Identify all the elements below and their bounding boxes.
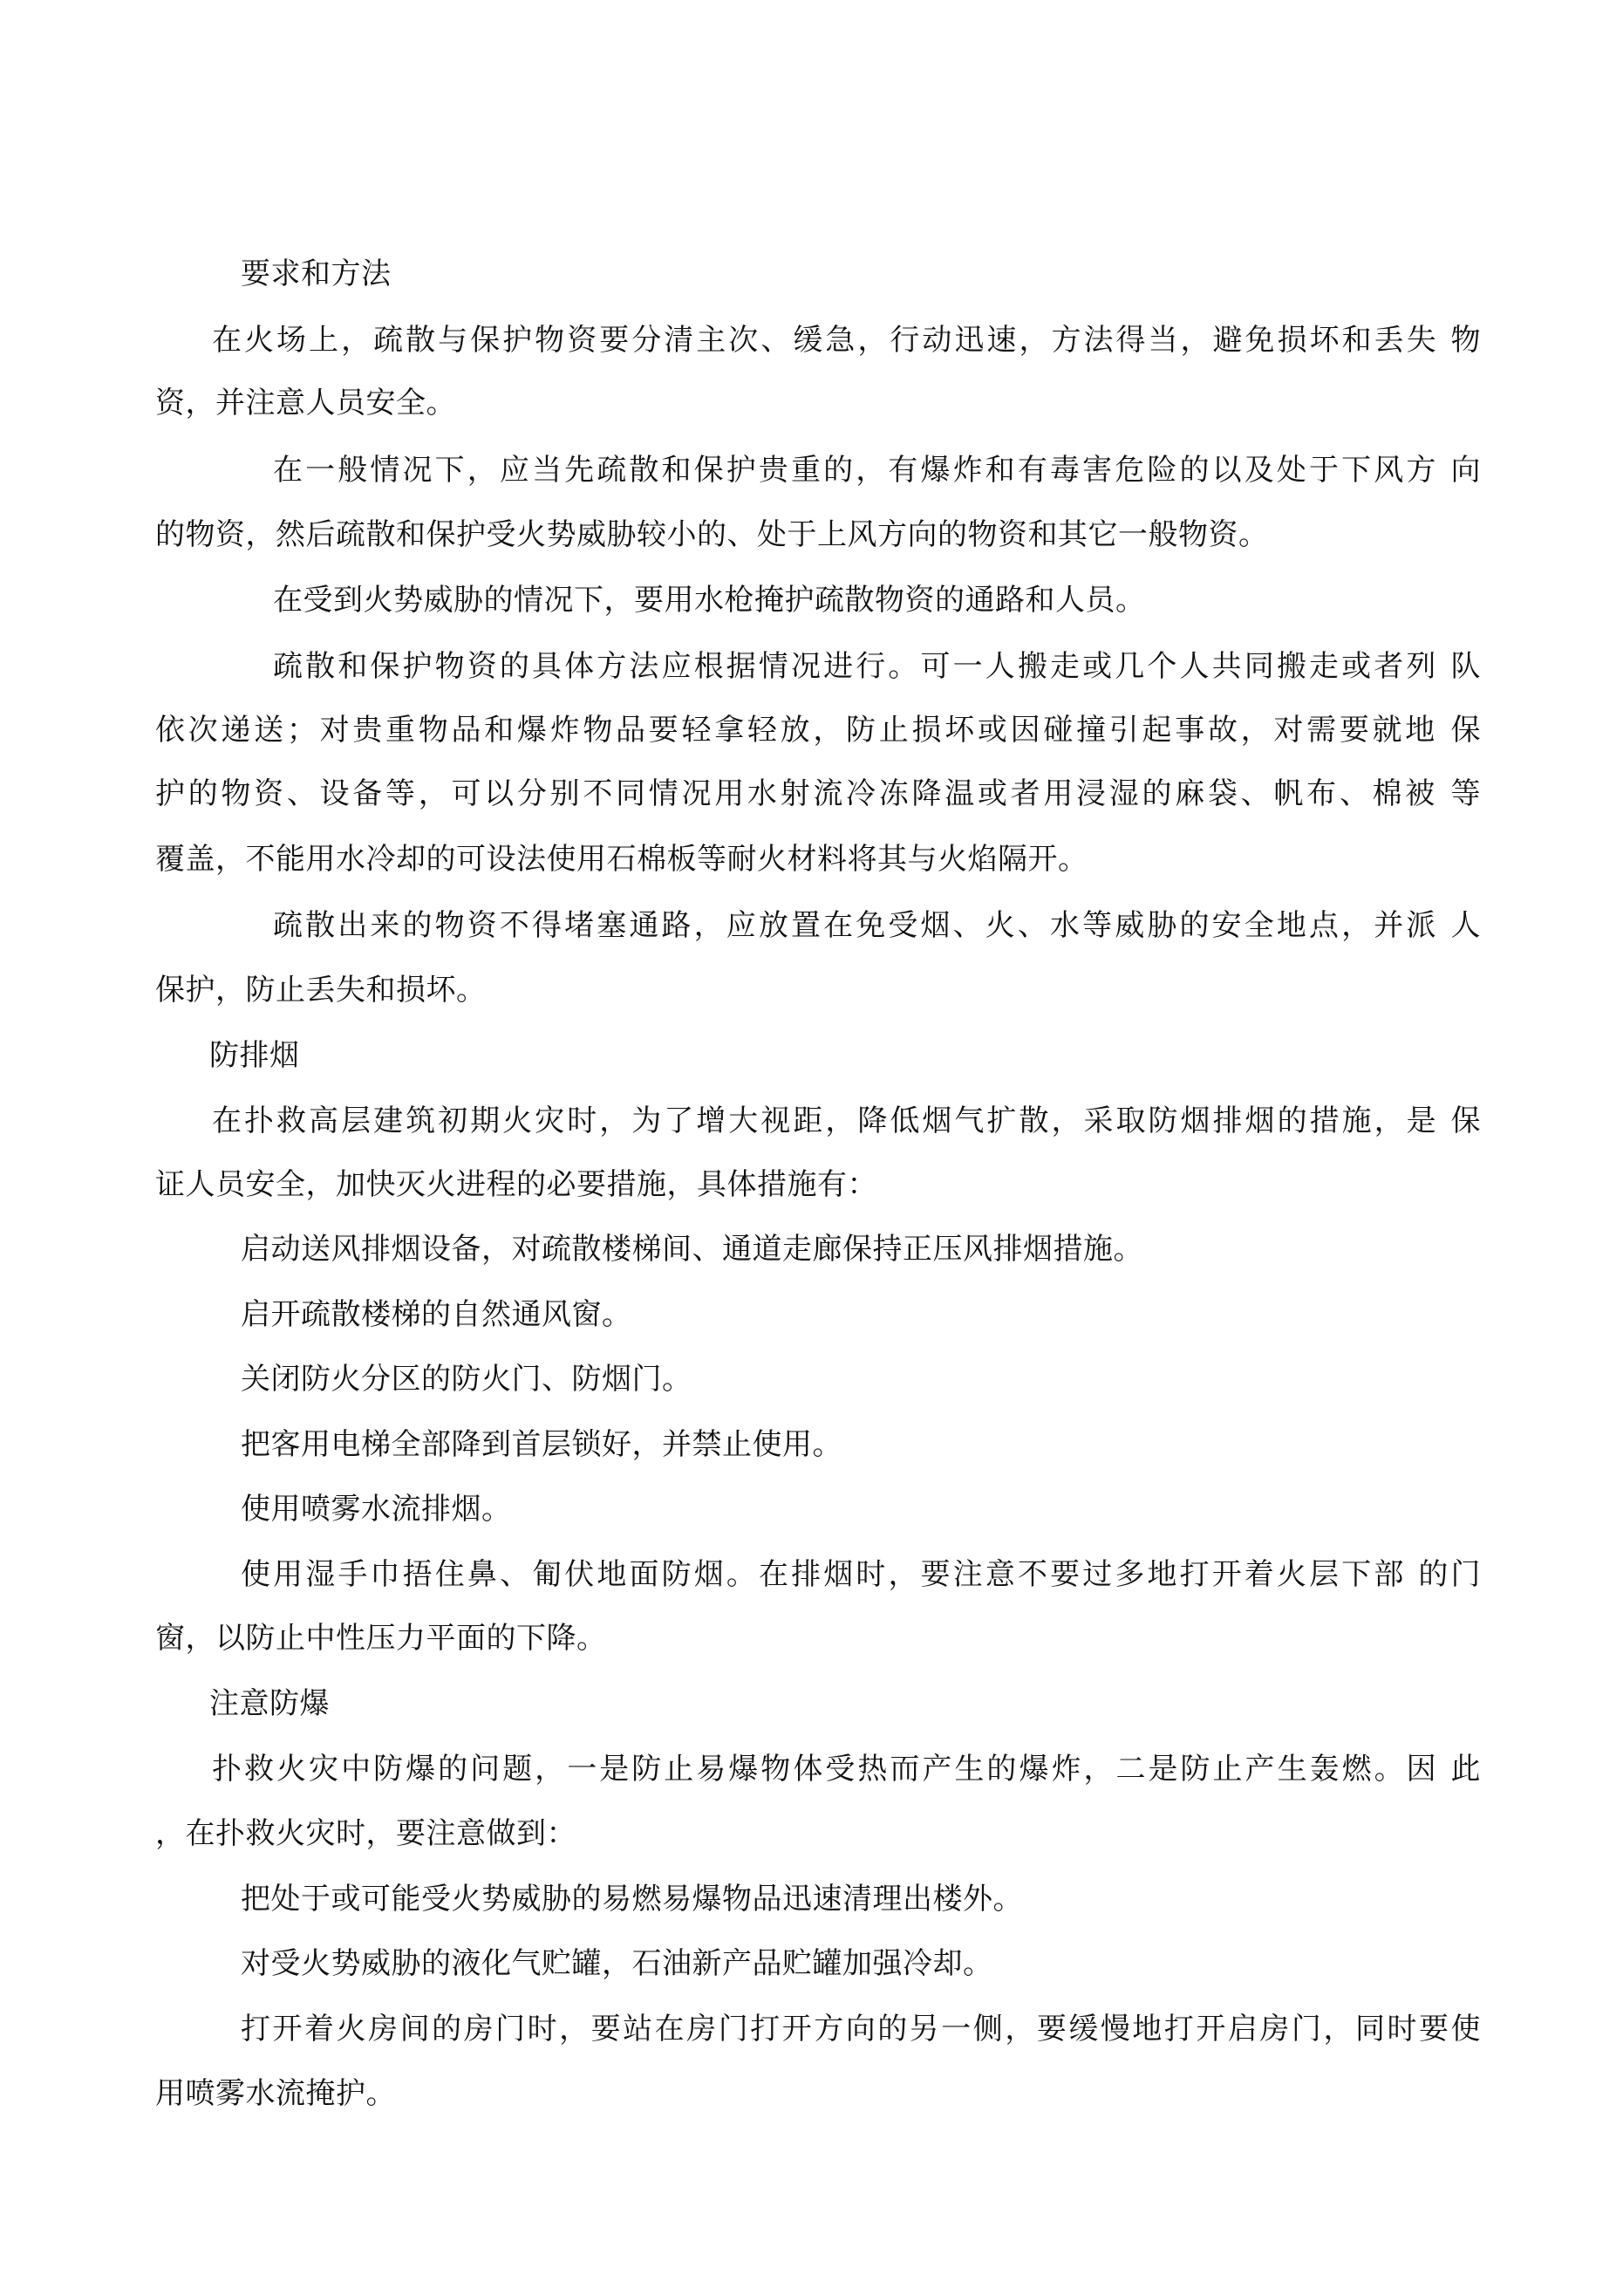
- list-item: 对受火势威胁的液化气贮罐，石油新产品贮罐加强冷却。: [241, 1946, 993, 1981]
- paragraph-line: 在扑救高层建筑初期火灾时，为了增大视距，降低烟气扩散，采取防烟排烟的措施，是 保: [212, 1104, 1481, 1138]
- list-item: 启动送风排烟设备，对疏散楼梯间、通道走廊保持正压风排烟措施。: [241, 1232, 1143, 1267]
- list-item: 使用喷雾水流排烟。: [241, 1492, 512, 1527]
- paragraph-line: 疏散和保护物资的具体方法应根据情况进行。可一人搬走或几个人共同搬走或者列 队: [273, 649, 1481, 684]
- paragraph-line: 窗，以防止中性压力平面的下降。: [155, 1621, 607, 1656]
- list-item: 使用湿手巾捂住鼻、匍伏地面防烟。在排烟时，要注意不要过多地打开着火层下部 的门: [241, 1557, 1481, 1592]
- list-item: 启开疏散楼梯的自然通风窗。: [241, 1297, 632, 1332]
- paragraph-line: 扑救火灾中防爆的问题，一是防止易爆物体受热而产生的爆炸，二是防止产生轰燃。因 此: [212, 1752, 1481, 1787]
- paragraph-line: 疏散出来的物资不得堵塞通路，应放置在免受烟、火、水等威胁的安全地点，并派 人: [273, 908, 1481, 943]
- paragraph-line: 依次递送；对贵重物品和爆炸物品要轻拿轻放，防止损坏或因碰撞引起事故，对需要就地 保: [155, 713, 1481, 748]
- section-heading: 要求和方法: [241, 256, 392, 291]
- paragraph-line: 用喷雾水流掩护。: [155, 2076, 396, 2111]
- list-item: 把客用电梯全部降到首层锁好，并禁止使用。: [241, 1427, 842, 1462]
- paragraph-line: 覆盖，不能用水冷却的可设法使用石棉板等耐火材料将其与火焰隔开。: [155, 842, 1088, 877]
- paragraph-line: 保护，防止丢失和损坏。: [155, 973, 487, 1008]
- section-heading: 注意防爆: [209, 1686, 330, 1721]
- list-item: 关闭防火分区的防火门、防烟门。: [241, 1362, 692, 1397]
- list-item: 打开着火房间的房门时，要站在房门打开方向的另一侧，要缓慢地打开启房门，同时要使: [241, 2012, 1481, 2047]
- paragraph-line: 资，并注意人员安全。: [155, 386, 456, 420]
- paragraph-line: 在受到火势威胁的情况下，要用水枪掩护疏散物资的通路和人员。: [273, 583, 1146, 618]
- paragraph-line: ，在扑救火灾时，要注意做到：: [155, 1816, 576, 1851]
- paragraph-line: 的物资，然后疏散和保护受火势威胁较小的、处于上风方向的物资和其它一般物资。: [155, 517, 1269, 552]
- paragraph-line: 证人员安全，加快灭火进程的必要措施，具体措施有：: [155, 1167, 877, 1202]
- paragraph-line: 在火场上，疏散与保护物资要分清主次、缓急，行动迅速，方法得当，避免损坏和丢失 物: [212, 323, 1481, 358]
- paragraph-line: 护的物资、设备等，可以分别不同情况用水射流冷冻降温或者用浸湿的麻袋、帆布、棉被 等: [155, 776, 1481, 811]
- list-item: 把处于或可能受火势威胁的易燃易爆物品迅速清理出楼外。: [241, 1882, 1023, 1917]
- paragraph-line: 在一般情况下，应当先疏散和保护贵重的，有爆炸和有毒害危险的以及处于下风方 向: [273, 453, 1481, 488]
- section-heading: 防排烟: [209, 1038, 300, 1073]
